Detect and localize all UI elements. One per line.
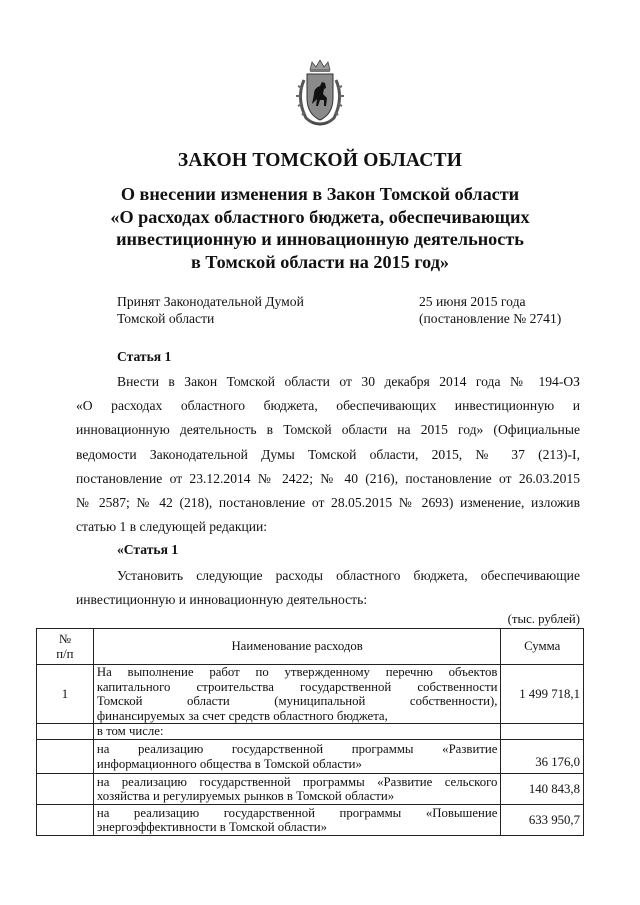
text-line: № 2587; № 42 (218), постановление от 28.05.2015 № 2693) изменение, изложив <box>76 494 580 510</box>
row-number <box>37 740 94 774</box>
text-line: инновационную деятельность в Томской области на 2015 год» (Официальные <box>76 422 580 438</box>
table-row <box>37 805 584 836</box>
subtitle-line: О внесении изменения в Закон Томской области <box>120 184 520 204</box>
adopted-line: Томской области <box>117 311 215 326</box>
adoption-date: 25 июня 2015 года <box>419 294 526 309</box>
article-1-text <box>76 370 580 539</box>
row-sum: 633 950,7 <box>501 805 584 836</box>
row-name: в том числе: <box>93 724 501 740</box>
text-line: статью 1 в следующей редакции: <box>76 519 268 535</box>
subtitle-line: инвестиционную и инновационную деятельность <box>116 229 524 249</box>
row-sum: 36 176,0 <box>501 740 584 774</box>
row-number: 1 <box>37 665 94 724</box>
table-row <box>37 740 584 774</box>
header-name: Наименование расходов <box>93 629 501 665</box>
row-name: на реализацию государственной программы «Повышение энергоэффективности в Томской области» <box>93 805 501 836</box>
row-name: на реализацию государственной программы «Развитие сельского хозяйства и регулируемых рынков в Томской области» <box>93 774 501 805</box>
header-number: № п/п <box>37 629 94 665</box>
adoption-date-block <box>419 293 561 327</box>
text-line: инвестиционную и инновационную деятельность: <box>76 592 368 608</box>
row-sum: 140 843,8 <box>501 774 584 805</box>
adopted-by <box>117 293 304 327</box>
units-label: (тыс. рублей) <box>507 612 580 626</box>
text-line: «О расходах областного бюджета, обеспечивающих инвестиционную и <box>76 398 580 414</box>
text-line: постановление от 23.12.2014 № 2422; № 40 (216), постановление от 26.03.2015 <box>76 470 580 486</box>
table-row <box>37 774 584 805</box>
header-sum: Сумма <box>501 629 584 665</box>
row-number <box>37 805 94 836</box>
subtitle-line: «О расходах областного бюджета, обеспечивающих <box>110 206 530 227</box>
adopted-line: Принят Законодательной Думой <box>117 294 304 309</box>
table-header-row <box>37 629 584 665</box>
row-name: На выполнение работ по утвержденному перечню объектов капитального строительства государственной собственности Томской области (муниципальной собственности), финансируемых за счет средств областного бюджета, <box>93 665 501 724</box>
table-row <box>37 724 584 740</box>
resolution-number: (постановление № 2741) <box>419 311 562 326</box>
article-heading: Статья 1 <box>117 349 172 364</box>
quoted-article-text <box>76 564 580 612</box>
quoted-article-heading: «Статья 1 <box>117 542 179 557</box>
row-number <box>37 774 94 805</box>
text-line: Установить следующие расходы областного бюджета, обеспечивающие <box>117 568 580 583</box>
law-subtitle <box>60 183 580 273</box>
expenses-table <box>36 628 584 836</box>
row-sum: 1 499 718,1 <box>501 665 584 724</box>
law-title: ЗАКОН ТОМСКОЙ ОБЛАСТИ <box>177 150 463 171</box>
row-sum <box>501 724 584 740</box>
subtitle-line: в Томской области на 2015 год» <box>190 251 450 272</box>
text-line: ведомости Законодательной Думы Томской области, 2015, № 37 (213)-I, <box>76 446 580 462</box>
row-number <box>37 724 94 740</box>
tomsk-coat-of-arms-icon <box>292 58 348 128</box>
text-line: Внести в Закон Томской области от 30 декабря 2014 года № 194-ОЗ <box>117 374 580 389</box>
table-row <box>37 665 584 724</box>
row-name: на реализацию государственной программы «Развитие информационного общества в Томской области» <box>93 740 501 774</box>
